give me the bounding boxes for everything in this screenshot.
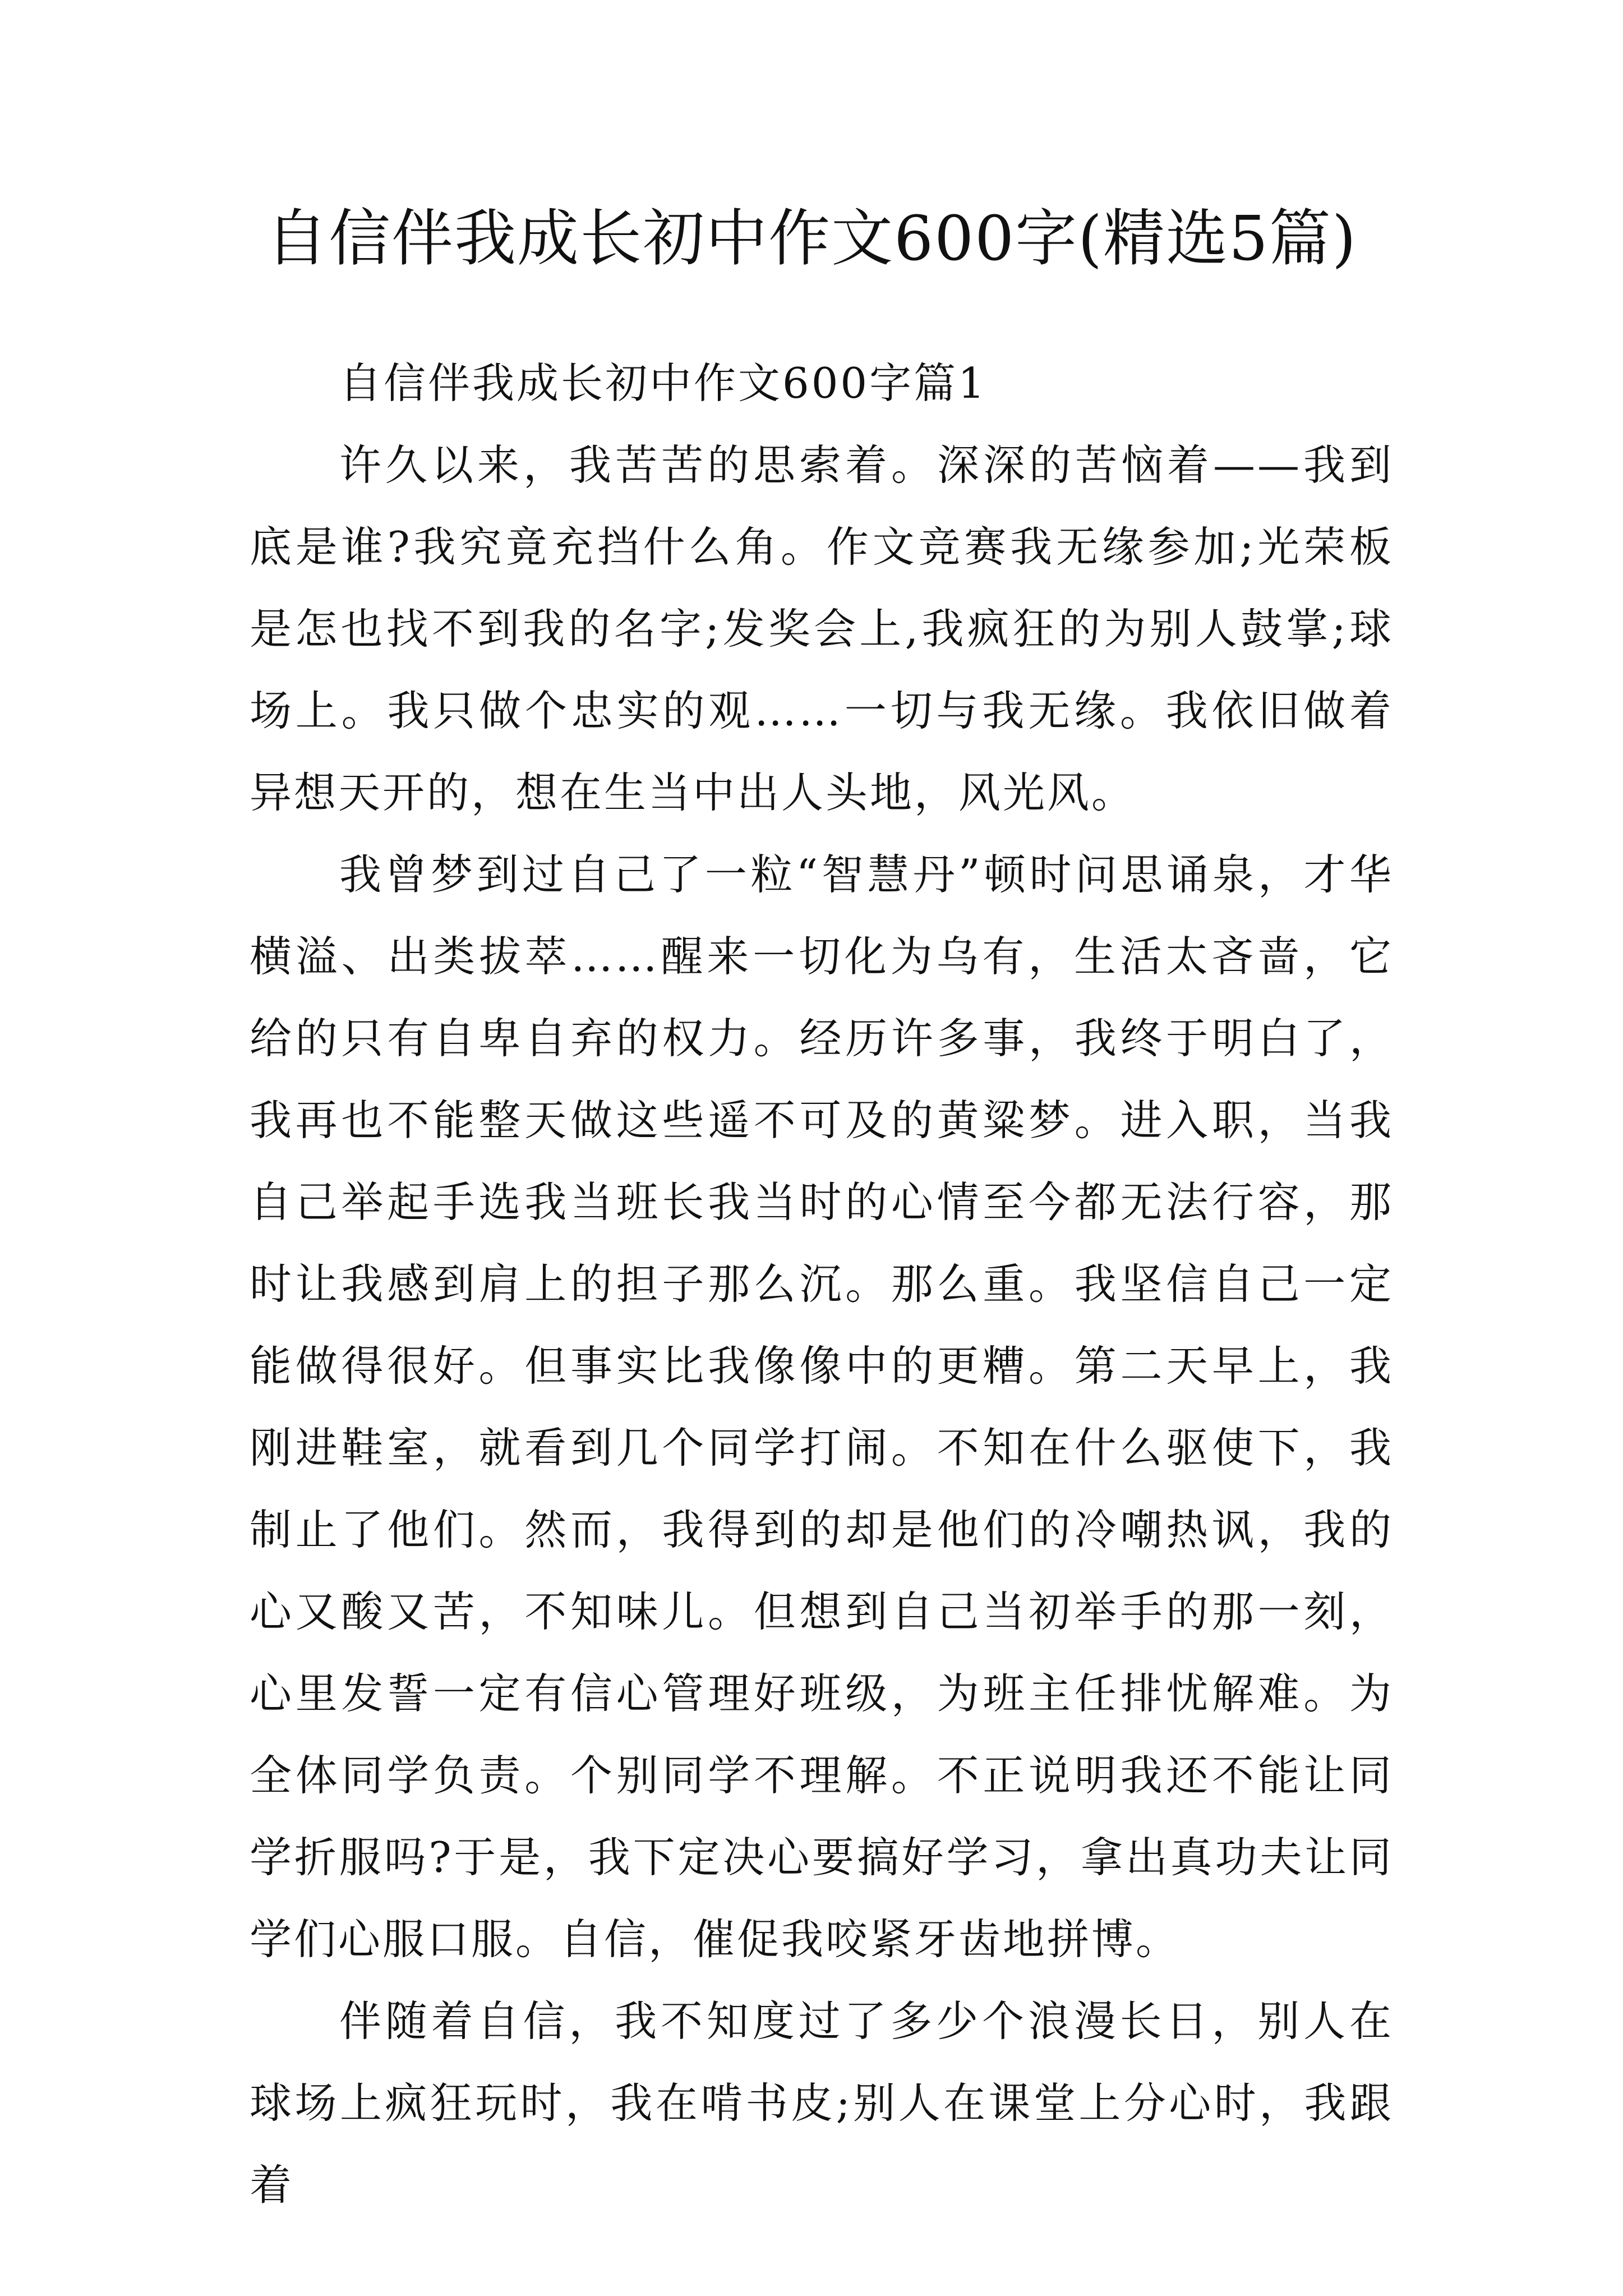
paragraph-1: 许久以来，我苦苦的思索着。深深的苦恼着——我到底是谁?我究竟充挡什么角。作文竞赛我无缘参加;光荣板是怎也找不到我的名字;发奖会上,我疯狂的为别人鼓掌;球场上。我只做个忠实的观……一切与我无缘。我依旧做着异想天开的，想在生当中出人头地，风光风。 xyxy=(250,440,1394,817)
paragraph-2: 我曾梦到过自己了一粒“智慧丹”顿时问思诵泉，才华横溢、出类拔萃……醒来一切化为乌有，生活太吝啬，它给的只有自卑自弃的权力。经历许多事，我终于明白了，我再也不能整天做这些遥不可及的黄粱梦。进入职，当我自己举起手选我当班长我当时的心情至今都无法行容，那时让我感到肩上的担子那么沉。那么重。我坚信自己一定能做得很好。但事实比我像像中的更糟。第二天早上，我刚进鞋室，就看到几个同学打闹。不知在什么驱使下，我制止了他们。然而，我得到的却是他们的冷嘲热讽，我的心又酸又苦，不知味儿。但想到自己当初举手的那一刻，心里发誓一定有信心管理好班级，为班主任排忧解难。为全体同学负责。个别同学不理解。不正说明我还不能让同学折服吗?于是，我下定决心要搞好学习，拿出真功夫让同学们心服口服。自信，催促我咬紧牙齿地拼博。 xyxy=(250,850,1394,1964)
section-heading: 自信伴我成长初中作文600字篇1 xyxy=(339,358,987,408)
paragraph-3: 伴随着自信，我不知度过了多少个浪漫长日，别人在球场上疯狂玩时，我在啃书皮;别人在课堂上分心时，我跟着 xyxy=(250,1996,1394,2210)
document-body xyxy=(250,342,1394,2226)
document-title: 自信伴我成长初中作文600字(精选5篇) xyxy=(266,203,1357,274)
